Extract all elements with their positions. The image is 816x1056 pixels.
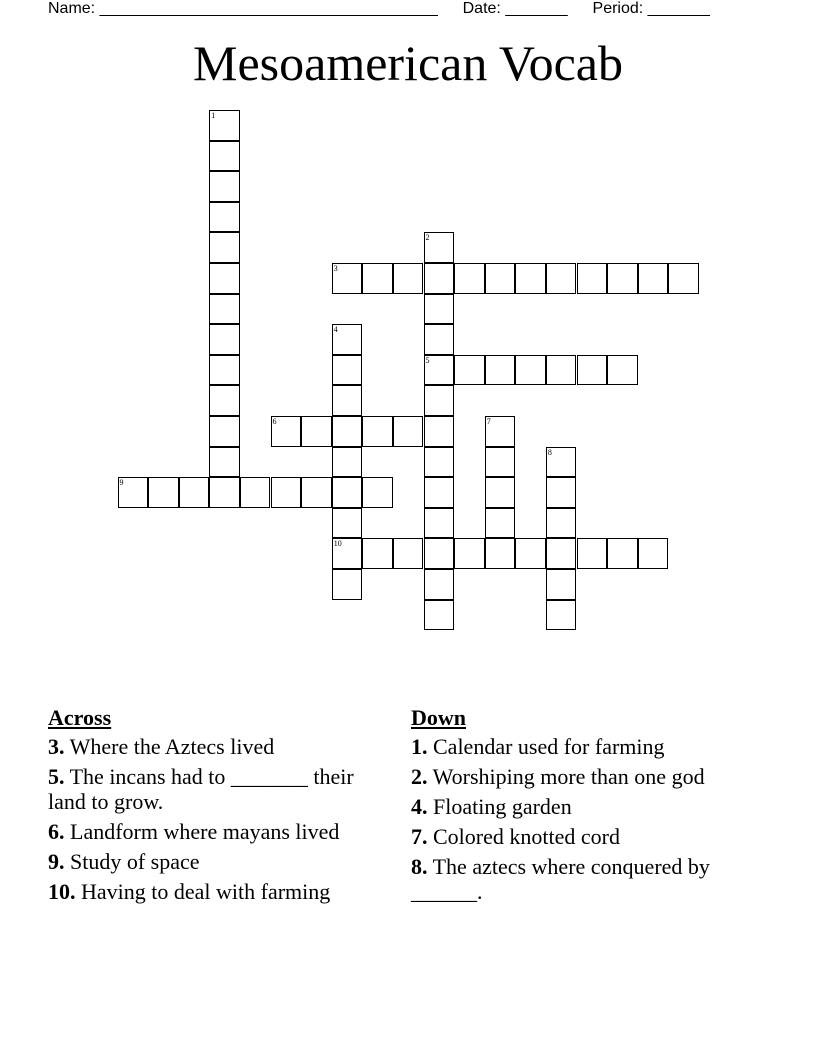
- period-field[interactable]: Period: _______: [592, 0, 710, 17]
- grid-cell[interactable]: [362, 263, 393, 294]
- down-clues: [411, 705, 741, 909]
- clue-number: 5: [425, 355, 430, 365]
- grid-cell[interactable]: [424, 263, 455, 294]
- grid-cell[interactable]: [424, 477, 455, 508]
- clue-text: Colored knotted cord: [433, 824, 620, 849]
- clue-number: 4.: [411, 794, 428, 819]
- grid-cell[interactable]: [424, 600, 455, 631]
- clue-number: 9: [119, 478, 124, 488]
- grid-cell[interactable]: [209, 171, 240, 202]
- across-clue: [48, 849, 388, 874]
- across-clue: [48, 819, 388, 844]
- down-clue: [411, 794, 741, 819]
- grid-cell[interactable]: [209, 294, 240, 325]
- clue-number: 2: [425, 233, 430, 243]
- down-clue: [411, 734, 741, 759]
- across-clue: [48, 879, 388, 904]
- down-clue: [411, 824, 741, 849]
- grid-cell[interactable]: [638, 538, 669, 569]
- grid-cell[interactable]: [577, 263, 608, 294]
- grid-cell[interactable]: [485, 447, 516, 478]
- grid-cell[interactable]: [454, 263, 485, 294]
- grid-cell[interactable]: [332, 447, 363, 478]
- clue-number: 8: [547, 447, 552, 457]
- grid-cell[interactable]: [424, 447, 455, 478]
- name-field[interactable]: Name: ______________________________________: [48, 0, 438, 17]
- date-field[interactable]: Date: _______: [462, 0, 568, 17]
- clue-text: Worshiping more than one god: [432, 764, 705, 789]
- grid-cell[interactable]: [209, 385, 240, 416]
- grid-cell[interactable]: [301, 416, 332, 447]
- grid-cell[interactable]: [209, 324, 240, 355]
- grid-cell[interactable]: [209, 141, 240, 172]
- grid-cell[interactable]: [515, 538, 546, 569]
- clue-text: The aztecs where conquered by ______.: [411, 854, 710, 904]
- grid-cell[interactable]: [577, 355, 608, 386]
- clue-number: 1: [211, 111, 216, 120]
- clue-number: 3.: [48, 734, 65, 759]
- grid-cell[interactable]: [515, 263, 546, 294]
- grid-cell[interactable]: [546, 600, 577, 631]
- grid-cell[interactable]: [179, 477, 210, 508]
- grid-cell[interactable]: [209, 447, 240, 478]
- clue-number: 4: [333, 325, 338, 335]
- clue-text: Calendar used for farming: [433, 734, 665, 759]
- grid-cell[interactable]: [424, 508, 455, 539]
- grid-cell[interactable]: [485, 508, 516, 539]
- grid-cell[interactable]: [209, 263, 240, 294]
- grid-cell[interactable]: [148, 477, 179, 508]
- grid-cell[interactable]: [332, 416, 363, 447]
- clue-number: 7.: [411, 824, 428, 849]
- grid-cell[interactable]: [240, 477, 271, 508]
- grid-cell[interactable]: [301, 477, 332, 508]
- across-clues: [48, 705, 388, 909]
- clue-text: Study of space: [70, 849, 200, 874]
- grid-cell[interactable]: [638, 263, 669, 294]
- down-heading: Down: [411, 705, 467, 730]
- grid-cell[interactable]: [362, 538, 393, 569]
- clue-number: 2.: [411, 764, 428, 789]
- grid-cell[interactable]: [393, 263, 424, 294]
- grid-cell[interactable]: [393, 416, 424, 447]
- grid-cell[interactable]: [209, 232, 240, 263]
- grid-cell[interactable]: [209, 202, 240, 233]
- grid-cell[interactable]: [209, 355, 240, 386]
- grid-cell[interactable]: [546, 508, 577, 539]
- clue-text: Floating garden: [433, 794, 572, 819]
- grid-cell[interactable]: [607, 538, 638, 569]
- down-clue-list: [411, 734, 741, 904]
- grid-cell[interactable]: [271, 477, 302, 508]
- grid-cell[interactable]: [424, 538, 455, 569]
- across-clue: [48, 764, 388, 814]
- grid-cell[interactable]: [454, 355, 485, 386]
- down-clue: [411, 764, 741, 789]
- grid-cell[interactable]: [332, 477, 363, 508]
- grid-cell[interactable]: [393, 538, 424, 569]
- grid-cell[interactable]: [485, 538, 516, 569]
- grid-cell[interactable]: [424, 416, 455, 447]
- grid-cell[interactable]: [485, 263, 516, 294]
- grid-cell[interactable]: [485, 477, 516, 508]
- grid-cell[interactable]: [332, 385, 363, 416]
- clue-number: 8.: [411, 854, 428, 879]
- grid-cell[interactable]: [209, 416, 240, 447]
- page-title: Mesoamerican Vocab: [193, 35, 623, 91]
- grid-cell[interactable]: [362, 416, 393, 447]
- clue-text: Having to deal with farming: [81, 879, 331, 904]
- grid-cell[interactable]: [209, 477, 240, 508]
- grid-cell[interactable]: [546, 538, 577, 569]
- across-clue: [48, 734, 388, 759]
- grid-cell[interactable]: [607, 263, 638, 294]
- grid-cell[interactable]: [332, 355, 363, 386]
- clue-number: 6: [272, 417, 277, 426]
- grid-cell[interactable]: [546, 263, 577, 294]
- grid-cell[interactable]: [607, 355, 638, 386]
- down-clue: [411, 854, 741, 904]
- clue-text: The incans had to _______ their land to grow.: [48, 764, 354, 814]
- clue-number: 5.: [48, 764, 65, 789]
- clue-number: 1.: [411, 734, 428, 759]
- across-heading: Across: [48, 705, 112, 730]
- grid-cell[interactable]: [454, 538, 485, 569]
- grid-cell[interactable]: [668, 263, 699, 294]
- across-clue-list: [48, 734, 388, 904]
- grid-cell[interactable]: [424, 385, 455, 416]
- clue-number: 9.: [48, 849, 65, 874]
- clue-number: 10: [333, 539, 342, 549]
- grid-cell[interactable]: [332, 508, 363, 539]
- clue-number: 6.: [48, 819, 65, 844]
- grid-cell[interactable]: [515, 355, 546, 386]
- grid-cell[interactable]: [424, 569, 455, 600]
- clue-number: 3: [333, 264, 338, 273]
- grid-cell[interactable]: [546, 477, 577, 508]
- grid-cell[interactable]: [577, 538, 608, 569]
- clue-text: Landform where mayans lived: [70, 819, 340, 844]
- grid-cell[interactable]: [362, 477, 393, 508]
- grid-cell[interactable]: [546, 569, 577, 600]
- clue-text: Where the Aztecs lived: [69, 734, 275, 759]
- grid-cell[interactable]: [424, 294, 455, 325]
- grid-cell[interactable]: [546, 355, 577, 386]
- clue-number: 7: [486, 417, 491, 426]
- grid-cell[interactable]: [485, 355, 516, 386]
- grid-cell[interactable]: [424, 324, 455, 355]
- clue-number: 10.: [48, 879, 76, 904]
- grid-cell[interactable]: [332, 569, 363, 600]
